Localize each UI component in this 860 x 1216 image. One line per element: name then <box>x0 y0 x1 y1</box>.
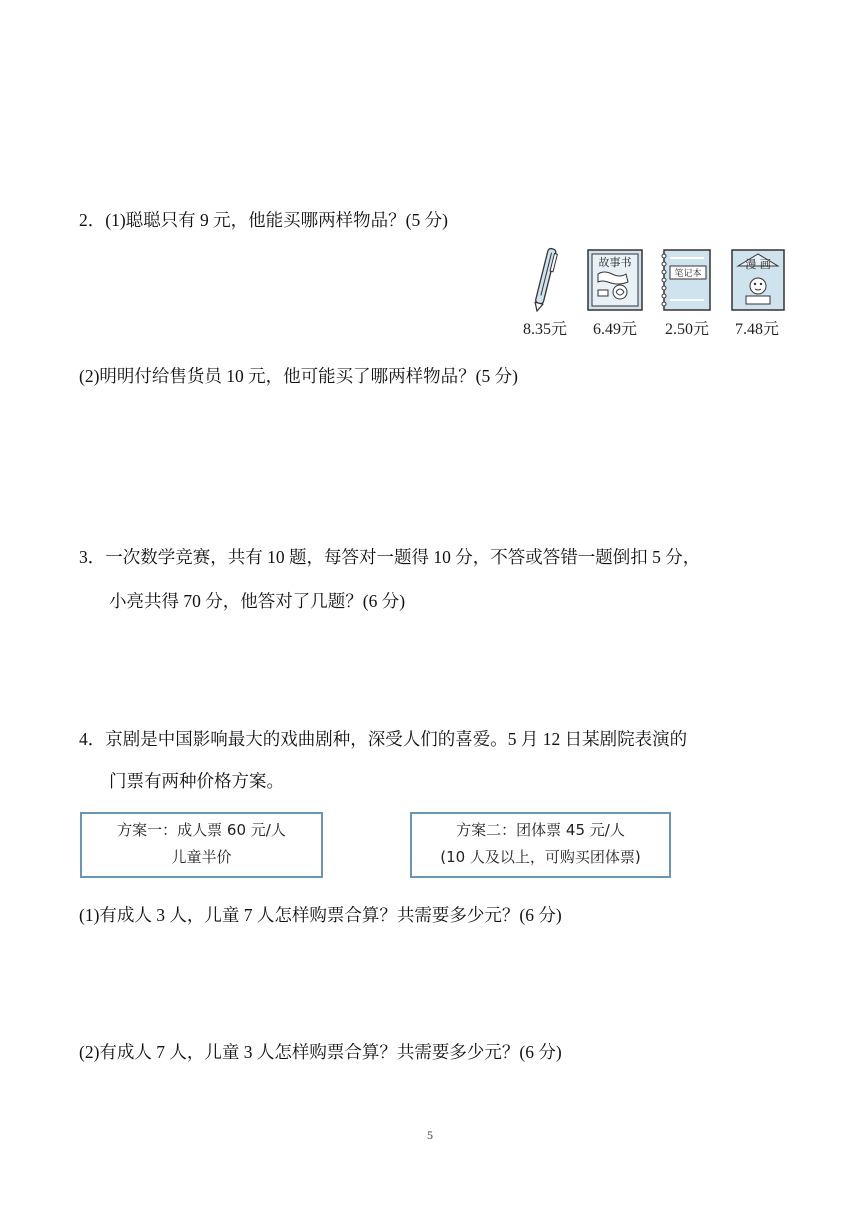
comic-book-price: 7.48元 <box>734 321 779 338</box>
story-book-cover-text: 故事书 <box>598 256 632 269</box>
plan-two-line2: (10 人及以上，可购买团体票) <box>440 848 641 866</box>
q4-part1-text: (1)有成人 3 人，儿童 7 人怎样购票合算？共需要多少元？(6 分) <box>79 905 562 925</box>
notebook-cover-text: 笔记本 <box>674 269 702 279</box>
q3-line1: 3．一次数学竞赛，共有 10 题，每答对一题得 10 分，不答或答错一题倒扣 5 分， <box>79 547 701 567</box>
plan-one-line1: 方案一：成人票 60 元/人 <box>117 821 286 839</box>
q3-line2: 小亮共得 70 分，他答对了几题？(6 分) <box>109 591 406 611</box>
q2-part1-text: 2．(1)聪聪只有 9 元，他能买哪两样物品？(5 分) <box>79 210 448 230</box>
story-book-price: 6.49元 <box>592 321 637 338</box>
plan-two-box <box>410 812 671 878</box>
notebook-icon <box>654 246 720 312</box>
q4-line2: 门票有两种价格方案。 <box>109 771 284 791</box>
plan-one-box <box>80 812 323 878</box>
q2-part2-text: (2)明明付给售货员 10 元，他可能买了哪两样物品？(5 分) <box>79 366 518 386</box>
item-story-book <box>582 246 648 342</box>
story-book-icon <box>582 246 648 312</box>
item-pen <box>512 246 578 342</box>
notebook-price: 2.50元 <box>664 321 709 338</box>
item-notebook <box>654 246 720 342</box>
page-number: 5 <box>427 1128 433 1142</box>
comic-book-cover-text: 漫 画 <box>745 258 771 271</box>
item-comic-book <box>724 246 790 342</box>
plan-one-line2: 儿童半价 <box>171 848 232 866</box>
pen-icon <box>512 246 578 312</box>
pen-price: 8.35元 <box>522 321 567 338</box>
item-price-row <box>512 246 782 342</box>
q4-part2-text: (2)有成人 7 人，儿童 3 人怎样购票合算？共需要多少元？(6 分) <box>79 1042 562 1062</box>
plan-two-line1: 方案二：团体票 45 元/人 <box>456 821 625 839</box>
q4-line1: 4．京剧是中国影响最大的戏曲剧种，深受人们的喜爱。5 月 12 日某剧院表演的 <box>79 729 688 749</box>
comic-book-icon <box>724 246 790 312</box>
